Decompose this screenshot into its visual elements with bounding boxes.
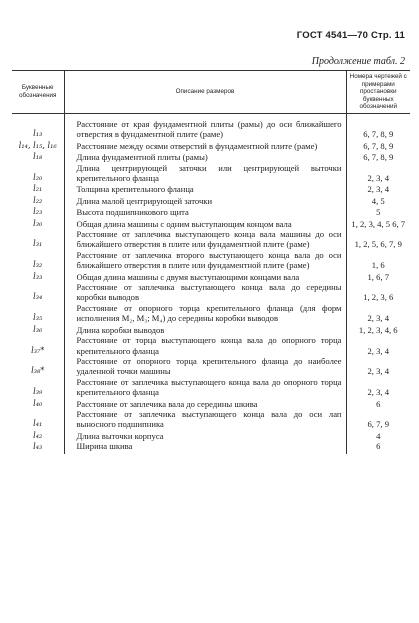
row-symbol: l₄₀ [33, 397, 43, 408]
row-drawing-numbers: 1, 2, 3, 6 [363, 292, 394, 303]
row-drawing-numbers: 1, 2, 3, 4, 5 6, 7 [351, 218, 406, 229]
dimensions-table [12, 70, 410, 454]
row-drawing-numbers: 4, 5 [371, 195, 385, 206]
row-description: Расстояние между осями отверстий в фундаментной плите (раме) [64, 140, 346, 151]
row-description: Расстояние от заплечика выступающего конца вала до оси лап выносного подшипника [64, 409, 346, 430]
row-symbol: l₁₄, l₁₅, l₁₆ [18, 139, 57, 150]
row-description: Расстояние от заплечика выступающего конца вала до опорного торца крепительного фланца [64, 377, 346, 398]
row-drawing-numbers: 2, 3, 4 [367, 173, 389, 183]
table-row [12, 430, 410, 441]
table-row [12, 151, 410, 162]
row-drawing-numbers: 6, 7, 8, 9 [363, 129, 394, 140]
column-header-drawings: Номера чертежей с примерами простановки буквенных обозначений [346, 71, 410, 114]
row-drawing-numbers: 6, 7, 9 [367, 419, 389, 430]
table-body [12, 113, 410, 453]
table-row [12, 163, 410, 184]
row-symbol: l₂₁ [33, 183, 43, 194]
table-row [12, 356, 410, 377]
table-row [12, 250, 410, 271]
row-drawing-numbers: 2, 3, 4 [367, 387, 389, 398]
row-symbol: l₂₃ [33, 206, 43, 217]
row-drawing-numbers: 6 [376, 441, 381, 452]
row-drawing-numbers: 1, 2, 3, 4, 6 [358, 324, 398, 335]
row-symbol: l₄₃ [33, 441, 43, 452]
row-drawing-numbers: 6, 7, 8, 9 [363, 152, 394, 163]
row-symbol: l₃₄ [33, 291, 43, 302]
row-drawing-numbers: 1, 2, 5, 6, 7, 9 [354, 239, 402, 250]
row-symbol: l₂₂ [33, 194, 43, 205]
table-row [12, 229, 410, 250]
row-symbol: l₂₀ [33, 172, 43, 182]
row-symbol: l₄₂ [33, 429, 43, 440]
table-row [12, 335, 410, 356]
row-description: Толщина крепительного фланца [64, 183, 346, 194]
table-row [12, 195, 410, 206]
row-drawing-numbers: 2, 3, 4 [367, 366, 389, 377]
page-header: ГОСТ 4541—70 Стр. 11 [296, 30, 405, 41]
row-description: Расстояние от заплечика выступающего конца вала до середины коробки выводов [64, 282, 346, 303]
table-row [12, 398, 410, 409]
table-continued-label: Продолжение табл. 2 [311, 56, 405, 67]
table-row [12, 183, 410, 194]
table-row [12, 206, 410, 217]
column-header-description: Описание размеров [64, 71, 346, 114]
row-description: Общая длина машины с одним выступающим концом вала [64, 218, 346, 229]
row-symbol: l₃₃ [33, 270, 43, 281]
row-symbol: l₃₈* [31, 365, 45, 376]
row-description: Длина выточки корпуса [64, 430, 346, 441]
row-symbol: l₃₅ [33, 312, 43, 323]
table-row [12, 218, 410, 229]
row-description: Расстояние от заплечика выступающего конца вала машины до оси ближайшего отверстия в плите или фундаментной плите (раме) [64, 229, 346, 250]
row-description: Длина малой центрирующей заточки [64, 195, 346, 206]
row-drawing-numbers: 6, 7, 8, 9 [363, 140, 394, 151]
row-drawing-numbers: 1, 6, 7 [367, 271, 389, 282]
table-row [12, 271, 410, 282]
row-symbol: l₁₃ [33, 128, 43, 139]
row-drawing-numbers: 6 [376, 398, 381, 409]
row-symbol: l₃₇* [31, 344, 45, 355]
row-drawing-numbers: 2, 3, 4 [367, 313, 389, 324]
table-row [12, 377, 410, 398]
row-description: Длина коробки выводов [64, 324, 346, 335]
row-symbol: l₁₈ [33, 151, 43, 162]
table-row [12, 409, 410, 430]
row-symbol: l₃₂ [33, 259, 43, 270]
row-symbol: l₃₁ [33, 238, 43, 249]
row-description: Расстояние от торца выступающего конца вала до опорного торца крепительного фланца [64, 335, 346, 356]
row-drawing-numbers: 5 [376, 207, 381, 218]
row-symbol: l₄₁ [33, 418, 43, 429]
row-drawing-numbers: 2, 3, 4 [367, 345, 389, 356]
row-description: Расстояние от опорного торца крепительного фланца (для форм исполнения M₂, M₃; M₄) до середины коробки выводов [64, 303, 346, 324]
row-description: Общая длина машины с двумя выступающими концами вала [64, 271, 346, 282]
row-symbol: l₃₉ [33, 386, 43, 397]
row-drawing-numbers: 2, 3, 4 [367, 184, 389, 195]
table-row [12, 119, 410, 140]
row-symbol: l₃₆ [33, 323, 43, 334]
row-description: Длина центрирующей заточки или центрирующей выточки крепительного фланца [64, 163, 346, 184]
column-header-symbols: Буквенные обозначения [12, 71, 64, 114]
row-description: Расстояние от заплечика вала до середины шкива [64, 398, 346, 409]
row-description: Расстояние от края фундаментной плиты (рамы) до оси ближайшего отверстия в фундаментной плите (раме) [64, 119, 346, 140]
row-description: Расстояние от опорного торца крепительного фланца до наиболее удаленной точки машины [64, 356, 346, 377]
table-row [12, 441, 410, 453]
row-description: Ширина шкива [64, 441, 346, 453]
row-description: Высота подшипникового щита [64, 206, 346, 217]
table-row [12, 303, 410, 324]
row-drawing-numbers: 4 [376, 430, 381, 441]
table-row [12, 140, 410, 151]
row-drawing-numbers: 1, 6 [371, 260, 385, 271]
table-header-row [12, 71, 410, 114]
table-row [12, 324, 410, 335]
row-symbol: l₃₀ [33, 217, 43, 228]
row-description: Расстояние от заплечика второго выступающего конца вала до оси ближайшего отверстия в плите или фундаментной плите (раме) [64, 250, 346, 271]
row-description: Длина фундаментной плиты (рамы) [64, 151, 346, 162]
table-row [12, 282, 410, 303]
